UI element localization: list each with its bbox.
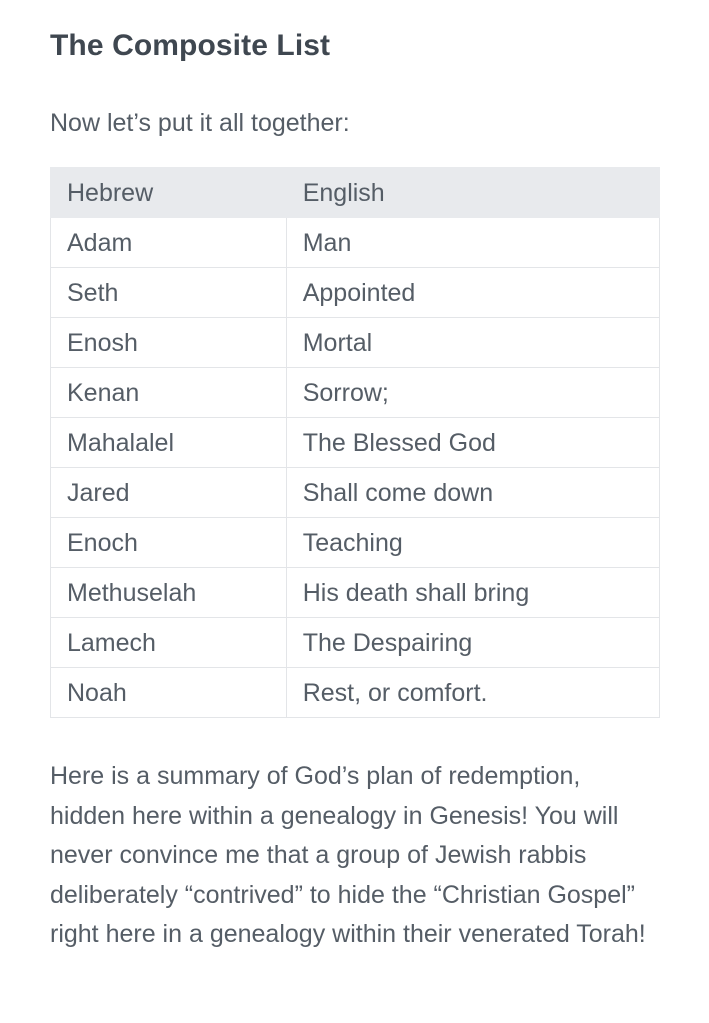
table-header-row (51, 168, 660, 218)
english-meaning-cell: Mortal (286, 318, 659, 368)
table-row (51, 268, 660, 318)
hebrew-name-cell: Seth (51, 268, 287, 318)
english-meaning-cell: Rest, or comfort. (286, 668, 659, 718)
hebrew-name-cell: Noah (51, 668, 287, 718)
table-row (51, 568, 660, 618)
english-meaning-cell: Teaching (286, 518, 659, 568)
name-meaning-table (50, 167, 660, 718)
english-meaning-cell: Shall come down (286, 468, 659, 518)
hebrew-name-cell: Enoch (51, 518, 287, 568)
table-row (51, 218, 660, 268)
table-row (51, 618, 660, 668)
table-row (51, 468, 660, 518)
section-title: The Composite List (50, 29, 331, 62)
summary-paragraph: Here is a summary of God’s plan of redemption, hidden here within a genealogy in Genesis! You will never convince me that a group of Jewish rabbis deliberately “contrived” to hide the “Christian Gospel” right here in a genealogy within their venerated Torah! (50, 762, 646, 948)
hebrew-name-cell: Mahalalel (51, 418, 287, 468)
table-row (51, 668, 660, 718)
table-row (51, 318, 660, 368)
english-meaning-cell: Man (286, 218, 659, 268)
hebrew-name-cell: Adam (51, 218, 287, 268)
english-meaning-cell: Appointed (286, 268, 659, 318)
english-meaning-cell: The Blessed God (286, 418, 659, 468)
english-meaning-cell: The Despairing (286, 618, 659, 668)
header-hebrew: Hebrew (51, 168, 287, 218)
table-row (51, 368, 660, 418)
english-meaning-cell: His death shall bring (286, 568, 659, 618)
english-meaning-cell: Sorrow; (286, 368, 659, 418)
header-english: English (286, 168, 659, 218)
hebrew-name-cell: Lamech (51, 618, 287, 668)
hebrew-name-cell: Jared (51, 468, 287, 518)
intro-paragraph: Now let’s put it all together: (50, 109, 350, 137)
hebrew-name-cell: Enosh (51, 318, 287, 368)
table-row (51, 518, 660, 568)
table-row (51, 418, 660, 468)
hebrew-name-cell: Kenan (51, 368, 287, 418)
hebrew-name-cell: Methuselah (51, 568, 287, 618)
